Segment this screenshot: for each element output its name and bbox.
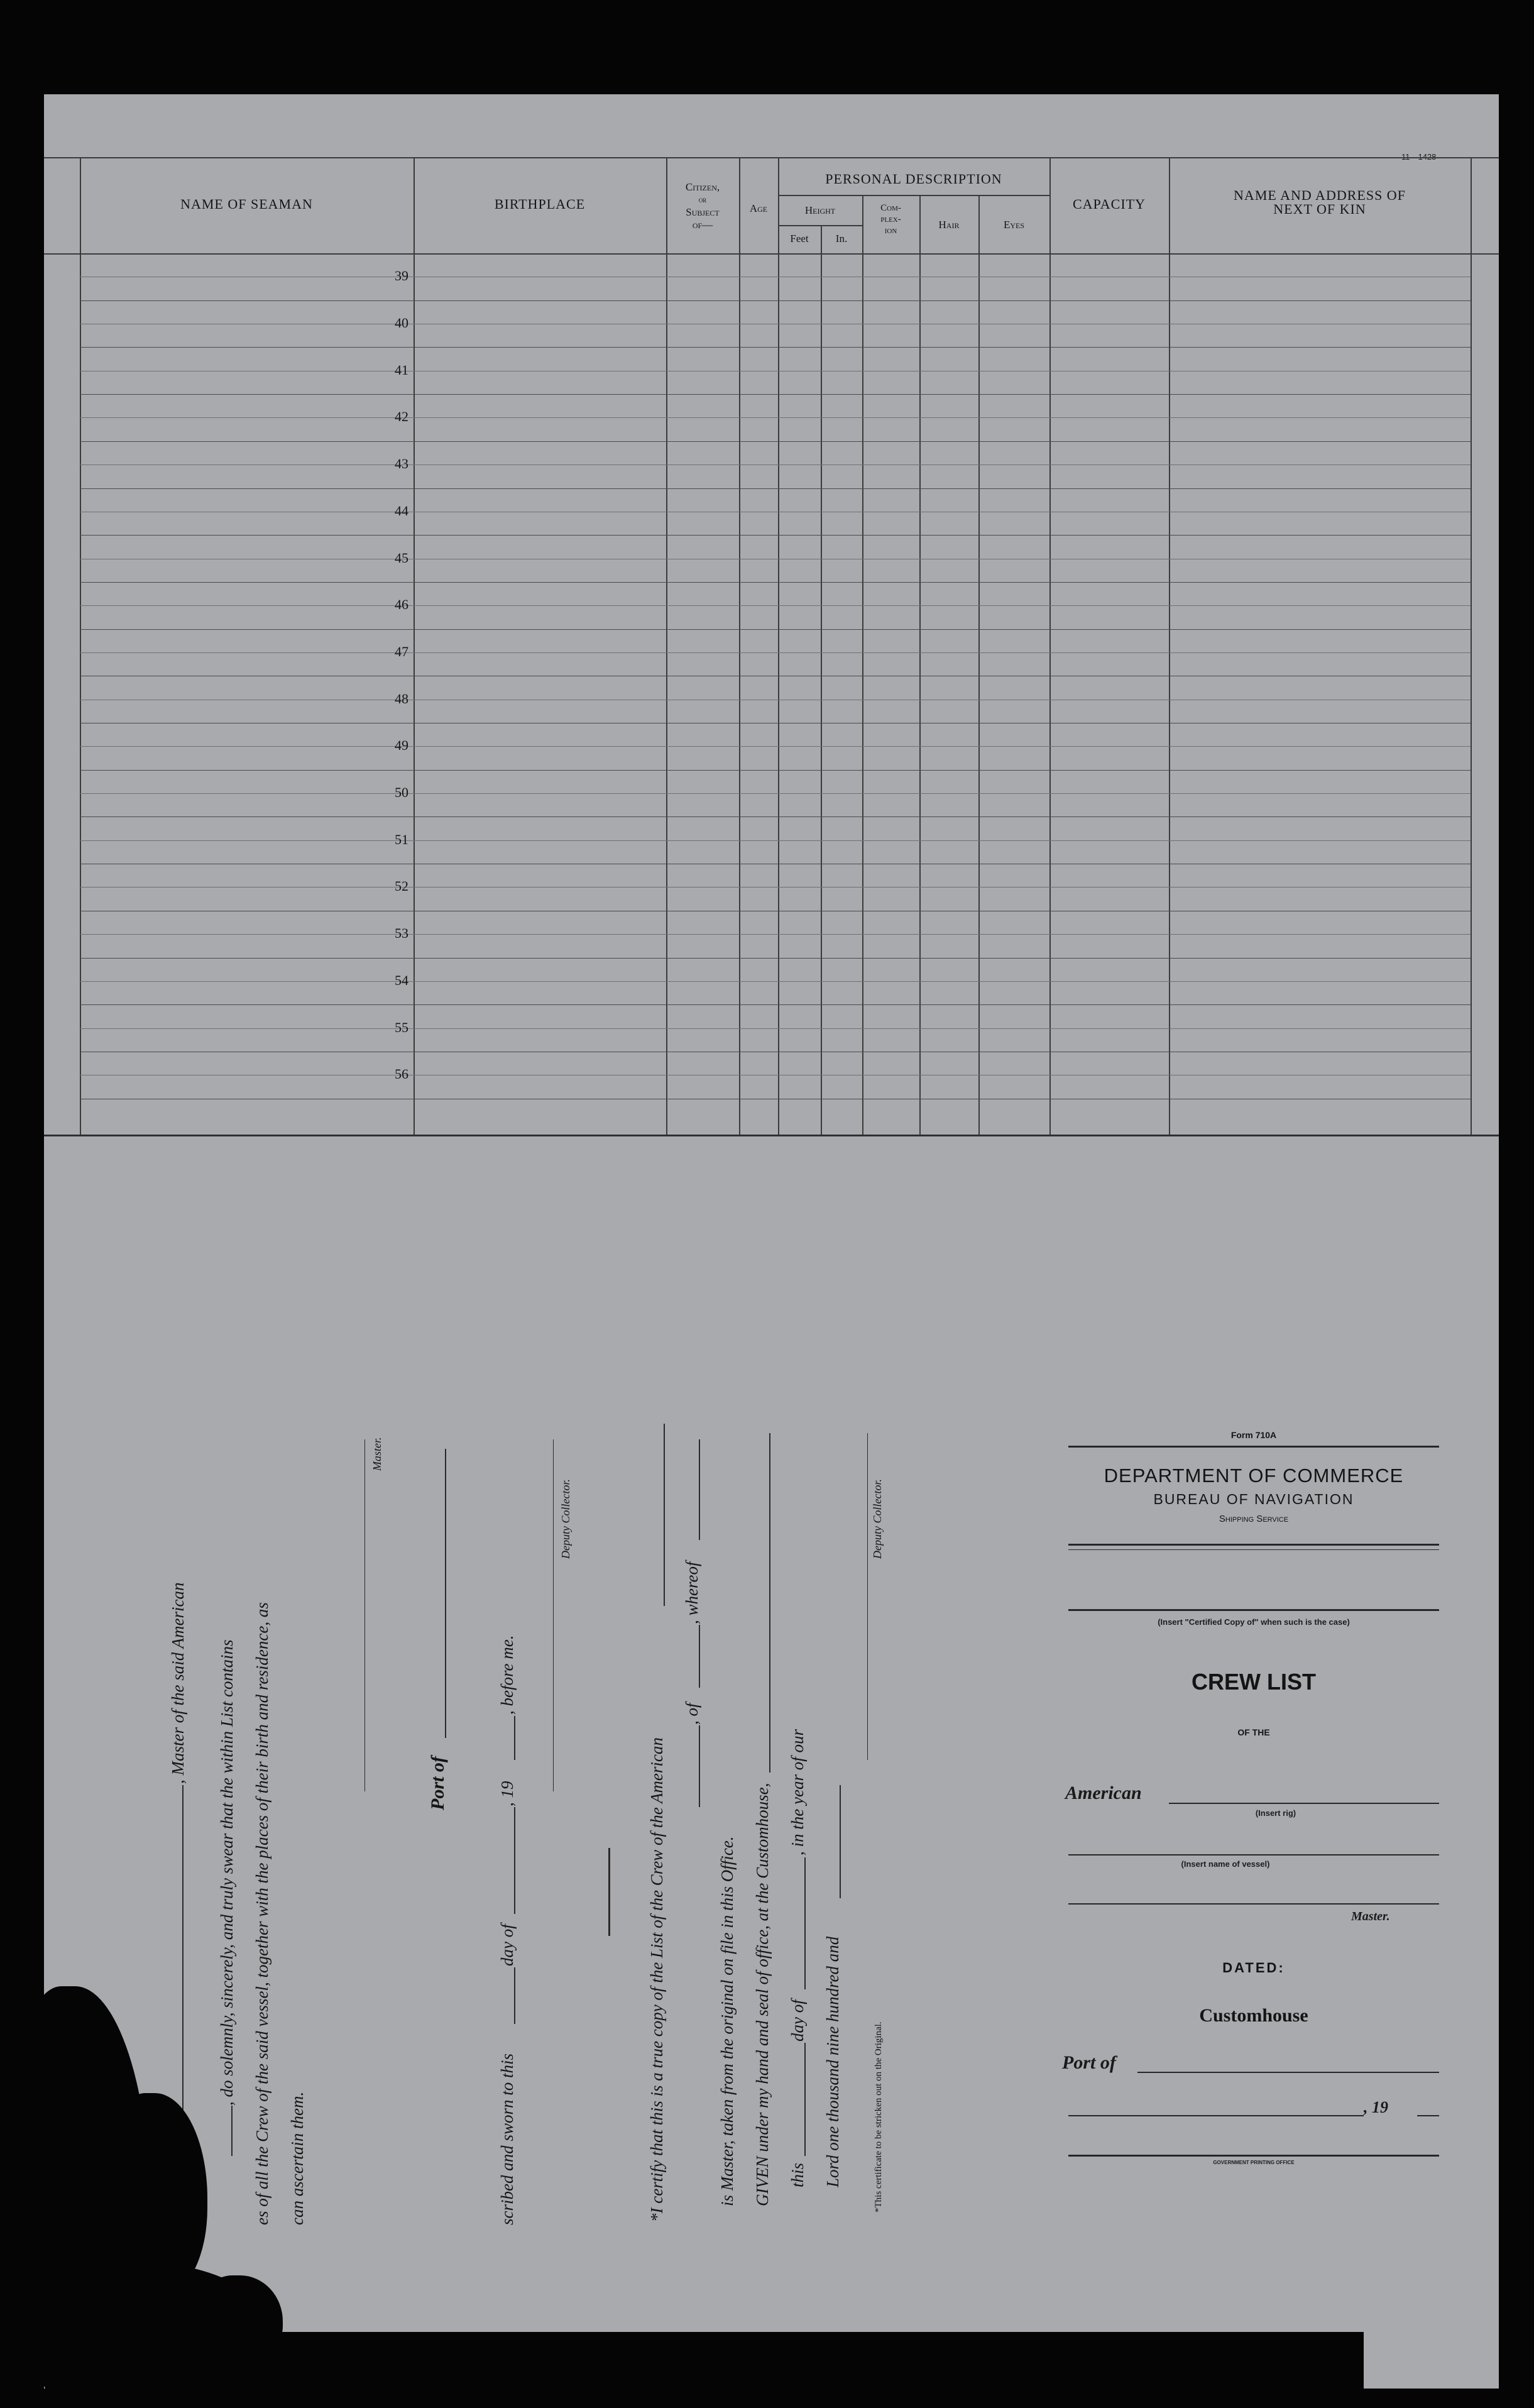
date-line: [1068, 2115, 1364, 2116]
printing-office-imprint: GOVERNMENT PRINTING OFFICE: [1213, 2160, 1295, 2165]
header-capacity: CAPACITY: [1073, 196, 1146, 212]
cover-rule: [1068, 1446, 1439, 1448]
header-name-of-seaman: NAME OF SEAMAN: [180, 196, 313, 212]
certified-copy-line: [1068, 1609, 1439, 1611]
american-label: American: [1065, 1783, 1142, 1803]
row-rule: [80, 582, 1471, 583]
master-signature-line: [364, 1439, 365, 1791]
col-rule: [862, 195, 863, 1135]
row-subrule: [80, 887, 1471, 888]
master-line: [1068, 1903, 1439, 1905]
col-rule: [1049, 157, 1051, 1135]
row-number: 48: [395, 690, 408, 706]
cover-bottom-rule: [1068, 2155, 1439, 2157]
row-number: 43: [395, 456, 408, 472]
row-number: 41: [395, 361, 408, 378]
col-rule: [1169, 157, 1170, 1135]
subscribed-text: scribed and sworn to this: [498, 2053, 517, 2225]
row-subrule: [80, 934, 1471, 935]
cover-rule: [1068, 1544, 1439, 1546]
certificate-footnote: *This certificate to be stricken out on the Original.: [874, 2021, 884, 2213]
deputy-signature-line: [553, 1439, 554, 1791]
in-the-year-text: , in the year of our: [788, 1729, 807, 1855]
header-feet: Feet: [790, 233, 809, 245]
col-rule: [80, 157, 81, 1135]
port-of-line: [445, 1449, 446, 1738]
form-number: Form 710A: [1230, 1430, 1277, 1440]
blank-line: [514, 1967, 515, 2024]
day-of-text: day of: [498, 1924, 517, 1966]
is-master-text: is Master, taken from the original on file in this Office.: [718, 1836, 737, 2206]
row-number: 46: [395, 597, 408, 613]
port-line: [1137, 2072, 1439, 2073]
table-bottom-rule: [44, 1135, 1499, 1136]
insert-certified-note: (Insert "Certified Copy of" when such is the case): [1158, 1617, 1350, 1627]
row-number: 55: [395, 1019, 408, 1035]
given-text: GIVEN under my hand and seal of office, at the Customhouse,: [753, 1783, 772, 2206]
blank-line: [699, 1439, 700, 1540]
row-number: 53: [395, 925, 408, 942]
header-height: Height: [804, 204, 836, 216]
certify-text: *I certify that this is a true copy of the List of the Crew of the American: [647, 1737, 666, 2222]
cover-rule: [1068, 1549, 1439, 1550]
lord-text: Lord one thousand nine hundred and: [823, 1936, 842, 2187]
blank-line: [514, 1807, 515, 1914]
year-label-cover: , 19: [1364, 2098, 1388, 2116]
oath-line3: es of all the Crew of the said vessel, together with the places of their birth and residence, as: [253, 1602, 271, 2225]
bureau-name: BUREAU OF NAVIGATION: [1153, 1491, 1354, 1507]
row-subrule: [80, 605, 1471, 606]
blank-line: [664, 1424, 665, 1606]
personal-description-rule: [778, 195, 1049, 196]
col-rule: [919, 195, 921, 1135]
year-line: [1417, 2115, 1439, 2116]
before-me-text: , before me.: [498, 1635, 517, 1715]
insert-vessel-note: (Insert name of vessel): [1181, 1859, 1270, 1869]
blank-line: [769, 1433, 770, 1773]
row-number: 49: [395, 737, 408, 754]
insert-rig-note: (Insert rig): [1255, 1808, 1296, 1818]
oath-line4: can ascertain them.: [288, 2091, 307, 2225]
row-rule: [80, 770, 1471, 771]
row-rule: [80, 441, 1471, 442]
row-number: 42: [395, 409, 408, 425]
header-hair: Hair: [938, 219, 960, 231]
blank-line: [514, 1716, 515, 1760]
row-number: 51: [395, 831, 408, 847]
header-citizen: Citizen, or Subject of—: [685, 181, 720, 231]
row-subrule: [80, 840, 1471, 841]
row-subrule: [80, 746, 1471, 747]
row-rule: [80, 1004, 1471, 1005]
blank-line: [182, 1785, 184, 2118]
row-rule: [80, 816, 1471, 817]
row-rule: [80, 958, 1471, 959]
row-subrule: [80, 652, 1471, 653]
col-rule: [666, 157, 667, 1135]
day-of-text-2: day of: [788, 1999, 807, 2042]
row-subrule: [80, 417, 1471, 418]
year-text: , 19: [498, 1781, 517, 1806]
blank-line: [804, 1857, 806, 1989]
row-number: 44: [395, 502, 408, 519]
row-subrule: [80, 793, 1471, 794]
header-eyes: Eyes: [1003, 219, 1025, 231]
header-birthplace: BIRTHPLACE: [494, 196, 586, 212]
blank-line: [804, 2043, 806, 2156]
bottom-edge: [233, 2332, 1364, 2389]
col-rule: [978, 195, 980, 1135]
col-rule: [414, 157, 415, 1135]
row-number: 54: [395, 972, 408, 988]
deputy-collector-label-2: Deputy Collector.: [871, 1479, 884, 1559]
oath-line1: , Master of the said American: [168, 1582, 187, 1784]
blank-line: [840, 1785, 841, 1898]
separator-rule: [608, 1848, 610, 1936]
header-age: Age: [749, 202, 768, 214]
row-rule: [80, 629, 1471, 630]
row-number: 52: [395, 878, 408, 894]
row-rule: [80, 394, 1471, 395]
row-number: 56: [395, 1066, 408, 1082]
port-of-label: Port of: [427, 1756, 448, 1810]
header-bottom-rule: [44, 253, 1499, 255]
header-next-of-kin: NAME AND ADDRESS OF NEXT OF KIN: [1234, 187, 1406, 217]
table-top-rule: [44, 157, 1499, 158]
col-rule: [778, 157, 779, 1135]
deputy-collector-label-1: Deputy Collector.: [559, 1479, 572, 1559]
dated-label: DATED:: [1222, 1960, 1285, 1976]
header-inches: In.: [835, 233, 848, 245]
col-rule: [739, 157, 740, 1135]
oath-line2: , do solemnly, sincerely, and truly swear that the within List contains: [217, 1639, 236, 2106]
row-rule: [80, 488, 1471, 489]
row-subrule: [80, 981, 1471, 982]
deputy-signature-line-2: [867, 1433, 868, 1760]
crew-list-sheet: [44, 94, 1499, 2389]
row-number: 45: [395, 549, 408, 566]
blank-line: [231, 2106, 233, 2156]
row-number: 39: [395, 268, 408, 284]
oath-block: [168, 1377, 886, 2225]
col-rule: [821, 225, 822, 1135]
row-number: 50: [395, 784, 408, 801]
master-label: Master.: [1351, 1910, 1390, 1923]
port-of-label-cover: Port of: [1062, 2052, 1116, 2073]
header-complexion: Com- plex- ion: [880, 203, 901, 236]
blank-line: [699, 1725, 700, 1807]
col-rule: [1471, 157, 1472, 1135]
master-signature-label: Master.: [371, 1437, 383, 1471]
row-subrule: [80, 1028, 1471, 1029]
of-the-label: OF THE: [1237, 1727, 1270, 1737]
this-text: this: [788, 2162, 807, 2187]
header-personal-description: PERSONAL DESCRIPTION: [825, 171, 1002, 187]
service-name: Shipping Service: [1219, 1514, 1289, 1524]
department-name: DEPARTMENT OF COMMERCE: [1104, 1465, 1404, 1487]
row-number: 40: [395, 315, 408, 331]
rig-line: [1169, 1803, 1439, 1804]
row-number: 47: [395, 643, 408, 659]
row-rule: [80, 535, 1471, 536]
of-text: , of: [682, 1703, 701, 1725]
crew-list-title: CREW LIST: [1192, 1669, 1316, 1695]
vessel-line: [1068, 1854, 1439, 1855]
height-rule: [778, 225, 862, 226]
customhouse-label: Customhouse: [1199, 2005, 1308, 2026]
row-rule: [80, 300, 1471, 301]
whereof-text: , whereof: [682, 1561, 701, 1624]
row-rule: [80, 347, 1471, 348]
blank-line: [699, 1625, 700, 1688]
